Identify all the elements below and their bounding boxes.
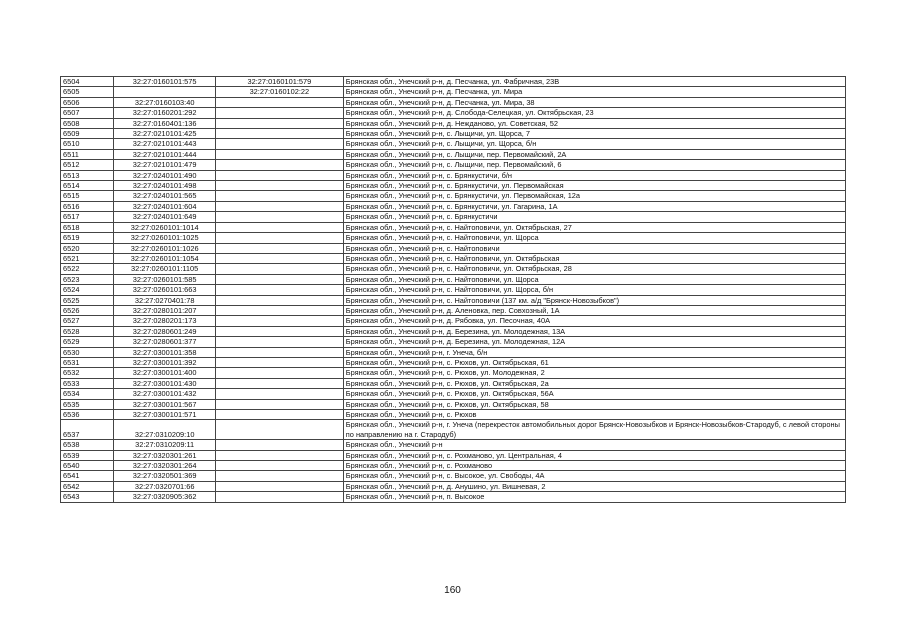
table-row — [61, 129, 846, 139]
row-number-cell: 6520 — [61, 243, 114, 253]
table-row — [61, 97, 846, 107]
row-number-cell: 6521 — [61, 253, 114, 263]
row-number-cell: 6504 — [61, 77, 114, 87]
cadastral-number-cell: 32:27:0260101:663 — [114, 285, 216, 295]
row-number-cell: 6514 — [61, 181, 114, 191]
row-number-cell: 6506 — [61, 97, 114, 107]
table-row — [61, 389, 846, 399]
row-number-cell: 6542 — [61, 481, 114, 491]
parent-cadastral-number-cell — [215, 212, 343, 222]
table-row — [61, 253, 846, 263]
parent-cadastral-number-cell — [215, 253, 343, 263]
cadastral-number-cell: 32:27:0300101:571 — [114, 410, 216, 420]
parent-cadastral-number-cell — [215, 129, 343, 139]
parent-cadastral-number-cell — [215, 233, 343, 243]
address-cell: Брянская обл., Унечский р-н, с. Лыщичи, ул. Щорса, б/н — [343, 139, 845, 149]
cadastral-number-cell: 32:27:0210101:479 — [114, 160, 216, 170]
cadastral-number-cell: 32:27:0300101:392 — [114, 357, 216, 367]
cadastral-number-cell: 32:27:0160201:292 — [114, 108, 216, 118]
table-row — [61, 139, 846, 149]
address-cell: Брянская обл., Унечский р-н, д. Нежданово, ул. Советская, 52 — [343, 118, 845, 128]
address-cell: Брянская обл., Унечский р-н, с. Брянкустичи, б/н — [343, 170, 845, 180]
table-row — [61, 316, 846, 326]
address-cell: Брянская обл., Унечский р-н, с. Рохманово — [343, 461, 845, 471]
address-cell: Брянская обл., Унечский р-н, д. Аленовка, пер. Совхозный, 1А — [343, 305, 845, 315]
parent-cadastral-number-cell — [215, 471, 343, 481]
parent-cadastral-number-cell: 32:27:0160101:579 — [215, 77, 343, 87]
cadastral-number-cell: 32:27:0260101:1026 — [114, 243, 216, 253]
address-cell: Брянская обл., Унечский р-н — [343, 440, 845, 450]
table-row — [61, 471, 846, 481]
table-row — [61, 295, 846, 305]
row-number-cell: 6522 — [61, 264, 114, 274]
parent-cadastral-number-cell — [215, 316, 343, 326]
row-number-cell: 6509 — [61, 129, 114, 139]
table-row — [61, 264, 846, 274]
table-row — [61, 212, 846, 222]
address-cell: Брянская обл., Унечский р-н, д. Березина, ул. Молодежная, 13А — [343, 326, 845, 336]
row-number-cell: 6507 — [61, 108, 114, 118]
table-row — [61, 108, 846, 118]
address-cell: Брянская обл., Унечский р-н, д. Рябовка, ул. Песочная, 40А — [343, 316, 845, 326]
parent-cadastral-number-cell — [215, 149, 343, 159]
table-row — [61, 399, 846, 409]
cadastral-number-cell: 32:27:0320301:261 — [114, 450, 216, 460]
parent-cadastral-number-cell — [215, 139, 343, 149]
address-cell: Брянская обл., Унечский р-н, с. Рохманово, ул. Центральная, 4 — [343, 450, 845, 460]
row-number-cell: 6513 — [61, 170, 114, 180]
cadastral-number-cell: 32:27:0210101:425 — [114, 129, 216, 139]
row-number-cell: 6540 — [61, 461, 114, 471]
parent-cadastral-number-cell — [215, 492, 343, 502]
address-cell: Брянская обл., Унечский р-н, п. Высокое — [343, 492, 845, 502]
table-row — [61, 368, 846, 378]
cadastral-number-cell: 32:27:0260101:1054 — [114, 253, 216, 263]
parent-cadastral-number-cell — [215, 378, 343, 388]
cadastral-number-cell: 32:27:0300101:430 — [114, 378, 216, 388]
cadastral-number-cell: 32:27:0280201:173 — [114, 316, 216, 326]
row-number-cell: 6535 — [61, 399, 114, 409]
table-row — [61, 170, 846, 180]
row-number-cell: 6527 — [61, 316, 114, 326]
address-cell: Брянская обл., Унечский р-н, с. Лыщичи, ул. Щорса, 7 — [343, 129, 845, 139]
address-cell: Брянская обл., Унечский р-н, с. Найтоповичи, ул. Октябрьская, 27 — [343, 222, 845, 232]
cadastral-number-cell: 32:27:0280601:377 — [114, 337, 216, 347]
row-number-cell: 6534 — [61, 389, 114, 399]
table-row — [61, 118, 846, 128]
parent-cadastral-number-cell — [215, 160, 343, 170]
address-cell: Брянская обл., Унечский р-н, с. Лыщичи, пер. Первомайский, 6 — [343, 160, 845, 170]
address-cell: Брянская обл., Унечский р-н, с. Брянкустичи, ул. Гагарина, 1А — [343, 201, 845, 211]
table-row — [61, 149, 846, 159]
cadastral-number-cell: 32:27:0300101:567 — [114, 399, 216, 409]
table-row — [61, 420, 846, 440]
address-cell: Брянская обл., Унечский р-н, д. Песчанка, ул. Мира — [343, 87, 845, 97]
address-cell: Брянская обл., Унечский р-н, с. Найтоповичи, ул. Щорса, б/н — [343, 285, 845, 295]
table-row — [61, 160, 846, 170]
address-cell: Брянская обл., Унечский р-н, д. Слобода-Селецкая, ул. Октябрьская, 23 — [343, 108, 845, 118]
cadastral-number-cell: 32:27:0300101:400 — [114, 368, 216, 378]
address-cell: Брянская обл., Унечский р-н, д. Анушино, ул. Вишневая, 2 — [343, 481, 845, 491]
table-row — [61, 77, 846, 87]
parent-cadastral-number-cell — [215, 274, 343, 284]
table-row — [61, 243, 846, 253]
cadastral-number-cell: 32:27:0160401:136 — [114, 118, 216, 128]
table-row — [61, 337, 846, 347]
parent-cadastral-number-cell — [215, 201, 343, 211]
row-number-cell: 6512 — [61, 160, 114, 170]
parent-cadastral-number-cell — [215, 357, 343, 367]
cadastral-number-cell: 32:27:0300101:432 — [114, 389, 216, 399]
parent-cadastral-number-cell — [215, 347, 343, 357]
parent-cadastral-number-cell — [215, 264, 343, 274]
row-number-cell: 6538 — [61, 440, 114, 450]
cadastral-number-cell: 32:27:0320905:362 — [114, 492, 216, 502]
address-cell: Брянская обл., Унечский р-н, с. Лыщичи, пер. Первомайский, 2А — [343, 149, 845, 159]
cadastral-number-cell: 32:27:0240101:490 — [114, 170, 216, 180]
table-row — [61, 233, 846, 243]
parent-cadastral-number-cell — [215, 337, 343, 347]
cadastral-number-cell: 32:27:0320501:369 — [114, 471, 216, 481]
table-body — [61, 77, 846, 503]
row-number-cell: 6528 — [61, 326, 114, 336]
table-row — [61, 492, 846, 502]
row-number-cell: 6532 — [61, 368, 114, 378]
address-cell: Брянская обл., Унечский р-н, д. Березина, ул. Молодежная, 12А — [343, 337, 845, 347]
cadastral-number-cell: 32:27:0260101:1014 — [114, 222, 216, 232]
address-cell: Брянская обл., Унечский р-н, с. Рюхов — [343, 410, 845, 420]
parent-cadastral-number-cell — [215, 461, 343, 471]
row-number-cell: 6536 — [61, 410, 114, 420]
parent-cadastral-number-cell — [215, 295, 343, 305]
row-number-cell: 6526 — [61, 305, 114, 315]
parent-cadastral-number-cell — [215, 450, 343, 460]
parent-cadastral-number-cell — [215, 326, 343, 336]
address-cell: Брянская обл., Унечский р-н, с. Найтоповичи — [343, 243, 845, 253]
row-number-cell: 6523 — [61, 274, 114, 284]
address-cell: Брянская обл., Унечский р-н, с. Найтоповичи, ул. Щорса — [343, 233, 845, 243]
parent-cadastral-number-cell — [215, 420, 343, 440]
address-cell: Брянская обл., Унечский р-н, д. Песчанка, ул. Мира, 38 — [343, 97, 845, 107]
cadastral-number-cell: 32:27:0310209:10 — [114, 420, 216, 440]
parent-cadastral-number-cell — [215, 170, 343, 180]
parent-cadastral-number-cell — [215, 108, 343, 118]
row-number-cell: 6537 — [61, 420, 114, 440]
cadastral-number-cell: 32:27:0310209:11 — [114, 440, 216, 450]
address-cell: Брянская обл., Унечский р-н, с. Рюхов, ул. Октябрьская, 58 — [343, 399, 845, 409]
table-row — [61, 285, 846, 295]
parent-cadastral-number-cell — [215, 118, 343, 128]
row-number-cell: 6525 — [61, 295, 114, 305]
parent-cadastral-number-cell: 32:27:0160102:22 — [215, 87, 343, 97]
cadastral-number-cell: 32:27:0240101:604 — [114, 201, 216, 211]
table-row — [61, 181, 846, 191]
cadastral-number-cell: 32:27:0240101:649 — [114, 212, 216, 222]
table-row — [61, 87, 846, 97]
table-row — [61, 274, 846, 284]
parent-cadastral-number-cell — [215, 191, 343, 201]
row-number-cell: 6515 — [61, 191, 114, 201]
cadastral-number-cell: 32:27:0320701:66 — [114, 481, 216, 491]
address-cell: Брянская обл., Унечский р-н, с. Рюхов, ул. Молодежная, 2 — [343, 368, 845, 378]
parent-cadastral-number-cell — [215, 181, 343, 191]
row-number-cell: 6518 — [61, 222, 114, 232]
table-row — [61, 222, 846, 232]
address-cell: Брянская обл., Унечский р-н, с. Рюхов, ул. Октябрьская, 61 — [343, 357, 845, 367]
cadastral-number-cell: 32:27:0210101:444 — [114, 149, 216, 159]
parent-cadastral-number-cell — [215, 97, 343, 107]
table-row — [61, 191, 846, 201]
address-cell: Брянская обл., Унечский р-н, с. Высокое, ул. Свободы, 4А — [343, 471, 845, 481]
property-table — [60, 76, 846, 503]
cadastral-number-cell: 32:27:0240101:498 — [114, 181, 216, 191]
address-cell: Брянская обл., Унечский р-н, с. Брянкустичи — [343, 212, 845, 222]
address-cell: Брянская обл., Унечский р-н, д. Песчанка, ул. Фабричная, 23В — [343, 77, 845, 87]
address-cell: Брянская обл., Унечский р-н, с. Брянкустичи, ул. Первомайская, 12а — [343, 191, 845, 201]
row-number-cell: 6510 — [61, 139, 114, 149]
parent-cadastral-number-cell — [215, 481, 343, 491]
address-cell: Брянская обл., Унечский р-н, с. Найтоповичи, ул. Щорса — [343, 274, 845, 284]
parent-cadastral-number-cell — [215, 410, 343, 420]
cadastral-number-cell: 32:27:0160103:40 — [114, 97, 216, 107]
cadastral-number-cell: 32:27:0300101:358 — [114, 347, 216, 357]
row-number-cell: 6531 — [61, 357, 114, 367]
address-cell: Брянская обл., Унечский р-н, с. Найтоповичи (137 км. а/д "Брянск-Новозыбков") — [343, 295, 845, 305]
parent-cadastral-number-cell — [215, 399, 343, 409]
table-row — [61, 305, 846, 315]
cadastral-number-cell — [114, 87, 216, 97]
row-number-cell: 6530 — [61, 347, 114, 357]
parent-cadastral-number-cell — [215, 222, 343, 232]
cadastral-number-cell: 32:27:0160101:575 — [114, 77, 216, 87]
row-number-cell: 6539 — [61, 450, 114, 460]
row-number-cell: 6533 — [61, 378, 114, 388]
table-row — [61, 481, 846, 491]
parent-cadastral-number-cell — [215, 368, 343, 378]
cadastral-number-cell: 32:27:0260101:585 — [114, 274, 216, 284]
cadastral-number-cell: 32:27:0320301:264 — [114, 461, 216, 471]
address-cell: Брянская обл., Унечский р-н, с. Рюхов, ул. Октябрьская, 56А — [343, 389, 845, 399]
cadastral-number-cell: 32:27:0260101:1105 — [114, 264, 216, 274]
table-row — [61, 378, 846, 388]
table-row — [61, 201, 846, 211]
cadastral-number-cell: 32:27:0260101:1025 — [114, 233, 216, 243]
parent-cadastral-number-cell — [215, 305, 343, 315]
table-row — [61, 357, 846, 367]
row-number-cell: 6524 — [61, 285, 114, 295]
parent-cadastral-number-cell — [215, 389, 343, 399]
address-cell: Брянская обл., Унечский р-н, с. Брянкустичи, ул. Первомайская — [343, 181, 845, 191]
cadastral-number-cell: 32:27:0280101:207 — [114, 305, 216, 315]
row-number-cell: 6529 — [61, 337, 114, 347]
parent-cadastral-number-cell — [215, 243, 343, 253]
cadastral-number-cell: 32:27:0240101:565 — [114, 191, 216, 201]
row-number-cell: 6516 — [61, 201, 114, 211]
row-number-cell: 6519 — [61, 233, 114, 243]
table-row — [61, 461, 846, 471]
table-row — [61, 326, 846, 336]
cadastral-number-cell: 32:27:0210101:443 — [114, 139, 216, 149]
address-cell: Брянская обл., Унечский р-н, с. Найтоповичи, ул. Октябрьская — [343, 253, 845, 263]
row-number-cell: 6517 — [61, 212, 114, 222]
parent-cadastral-number-cell — [215, 440, 343, 450]
address-cell: Брянская обл., Унечский р-н, с. Рюхов, ул. Октябрьская, 2а — [343, 378, 845, 388]
address-cell: Брянская обл., Унечский р-н, г. Унеча, б/н — [343, 347, 845, 357]
page-number: 160 — [444, 585, 461, 596]
table-row — [61, 440, 846, 450]
row-number-cell: 6505 — [61, 87, 114, 97]
row-number-cell: 6511 — [61, 149, 114, 159]
parent-cadastral-number-cell — [215, 285, 343, 295]
address-cell: Брянская обл., Унечский р-н, с. Найтоповичи, ул. Октябрьская, 28 — [343, 264, 845, 274]
row-number-cell: 6508 — [61, 118, 114, 128]
address-cell: Брянская обл., Унечский р-н, г. Унеча (перекресток автомобильных дорог Брянск-Новозыбков и Брянск-Новозыбков-Стародуб, с левой стороны по направлению на г. Стародуб) — [343, 420, 845, 440]
row-number-cell: 6541 — [61, 471, 114, 481]
cadastral-number-cell: 32:27:0280601:249 — [114, 326, 216, 336]
table-row — [61, 410, 846, 420]
row-number-cell: 6543 — [61, 492, 114, 502]
cadastral-number-cell: 32:27:0270401:78 — [114, 295, 216, 305]
table-row — [61, 450, 846, 460]
table-row — [61, 347, 846, 357]
